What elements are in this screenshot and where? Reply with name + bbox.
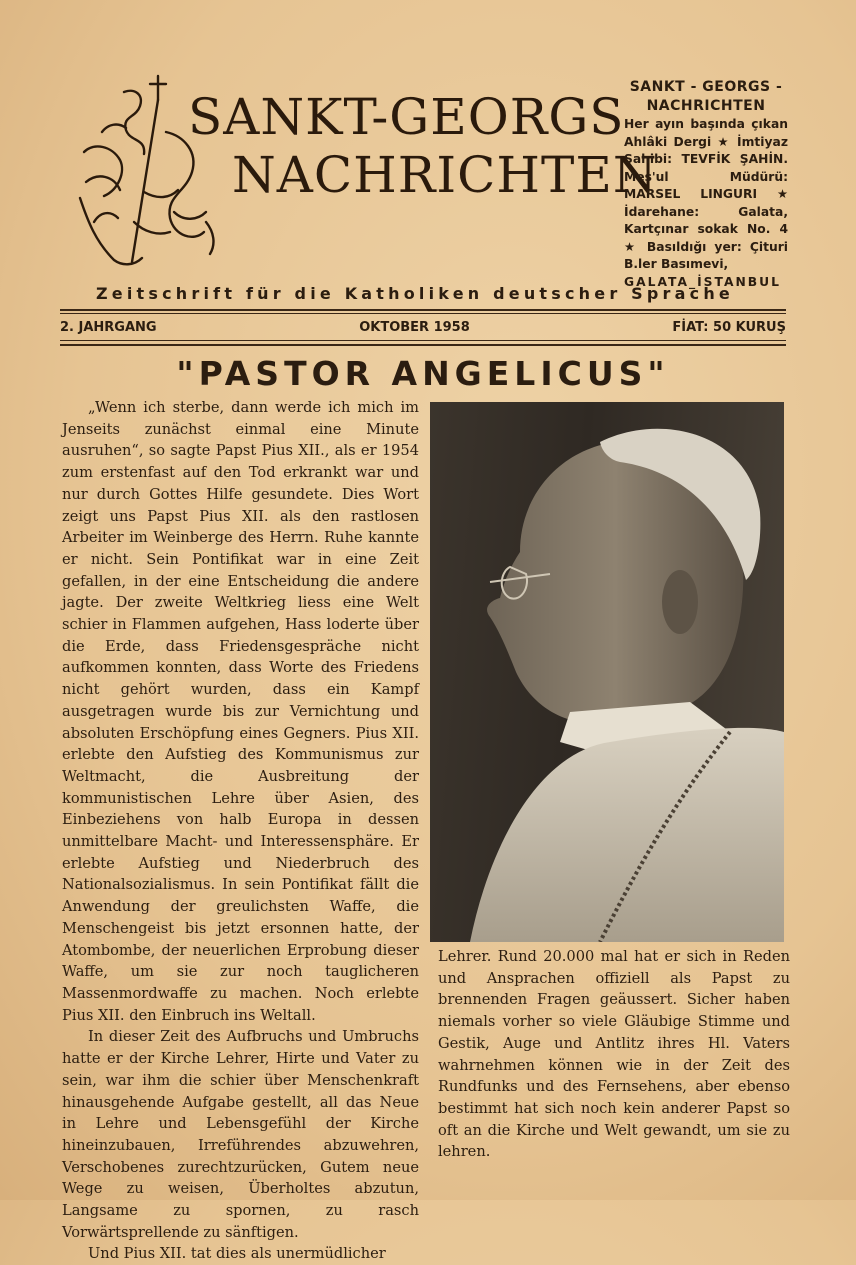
divider-rule [60, 340, 786, 341]
article-paragraph: Lehrer. Rund 20.000 mal hat er sich in Reden und Ansprachen offiziell als Papst zu brennenden Fragen geäussert. Sicher haben niemals vorher so viele Gläubige Stimme und Gestik, Auge und Antlitz ihres Hl. Vaters wahrnehmen können wie in der Zeit des Rundfunks und des Fernsehens, aber ebenso bestimmt hat sich noch kein anderer Papst so oft an die Kirche und Welt gewandt, um sie zu lehren. [438, 948, 790, 1161]
issue-volume: 2. JAHRGANG [60, 319, 157, 335]
publisher-info-box [624, 78, 788, 291]
article-left-column [62, 397, 419, 1265]
info-box-location: GALATA_İSTANBUL [624, 274, 781, 289]
masthead-title-line1: SANKT-GEORGS [188, 88, 625, 146]
divider-rule [60, 309, 786, 311]
portrait-illustration [430, 402, 784, 942]
issue-date: OKTOBER 1958 [359, 319, 470, 335]
masthead-title-line2: NACHRICHTEN [232, 146, 658, 204]
masthead-tagline: Zeitschrift für die Katholiken deutscher Sprache [96, 284, 734, 303]
article-paragraph: Und Pius XII. tat dies als unermüdlicher [88, 1245, 386, 1263]
divider-rule [60, 344, 786, 346]
divider-rule [60, 313, 786, 314]
article-right-column [438, 946, 790, 1163]
info-box-title: SANKT - GEORGS - NACHRICHTEN [629, 79, 783, 114]
article-paragraph: In dieser Zeit des Aufbruchs und Umbruchs hatte er der Kirche Lehrer, Hirte und Vater zu sein, war ihm die schier über Menschenkraft hinausgehende Aufgabe gestellt, all das Neue in Lehre und Lebensgefühl der Kirche hineinzubauen, Irreführendes abzuwehren, Verschobenes zurechtzurücken, Gutem neue Wege zu weisen, Überholtes abzutun, Langsame zu spornen, zu rasch Vorwärtsprellende zu sänftigen. [62, 1028, 419, 1241]
article-headline: "PASTOR ANGELICUS" [176, 354, 670, 393]
pope-portrait-photo [430, 402, 784, 942]
info-box-text: Her ayın başında çıkan Ahlâki Dergi ★ İmtiyaz Sahibi: TEVFİK ŞAHİN. Mes'ul Müdürü: MARSEL LINGURI ★ İdarehane: Galata, Kartçınar sokak No. 4 ★ Basıldığı yer: Çituri B.ler Basımevi, [624, 117, 788, 271]
issue-info-strip [60, 317, 786, 337]
issue-price: FİAT: 50 KURUŞ [672, 319, 786, 335]
article-paragraph: „Wenn ich sterbe, dann werde ich mich im Jenseits zunächst einmal eine Minute ausruhen“, so sagte Papst Pius XII., als er 1954 zum erstenfast auf den Tod erkrankt war und nur durch Gottes Hilfe gesundete. Dies Wort zeigt uns Papst Pius XII. als den rastlosen Arbeiter im Weinberge des Herrn. Ruhe kannte er nicht. Sein Pontifikat war in eine Zeit gefallen, in der eine Entscheidung die andere jagte. Der zweite Weltkrieg liess eine Welt schier in Flammen aufgehen, Hass loderte über die Erde, dass Friedensgespräche nicht aufkommen konnten, dass Worte des Friedens nicht gehört wurden, dass ein Kampf ausgetragen wurde bis zur Vernichtung und absoluten Erschöpfung eines Gegners. Pius XII. erlebte den Aufstieg des Kommunismus zur Weltmacht, die Ausbreitung der kommunistischen Lehre über Asien, des Einbeziehens von halb Europa in dessen unmittelbare Macht- und Interessensphäre. Er erlebte Aufstieg und Niederbruch des Nationalsozialismus. In sein Pontifikat fällt die Anwendung der greulichsten Waffe, die Menschengeist bis jetzt ersonnen hatte, der Atombombe, der neuerlichen Erprobung dieser Waffe, um sie zur noch tauglicheren Massenmordwaffe zu machen. Noch erlebte Pius XII. den Einbruch ins Weltall. [62, 399, 419, 1024]
